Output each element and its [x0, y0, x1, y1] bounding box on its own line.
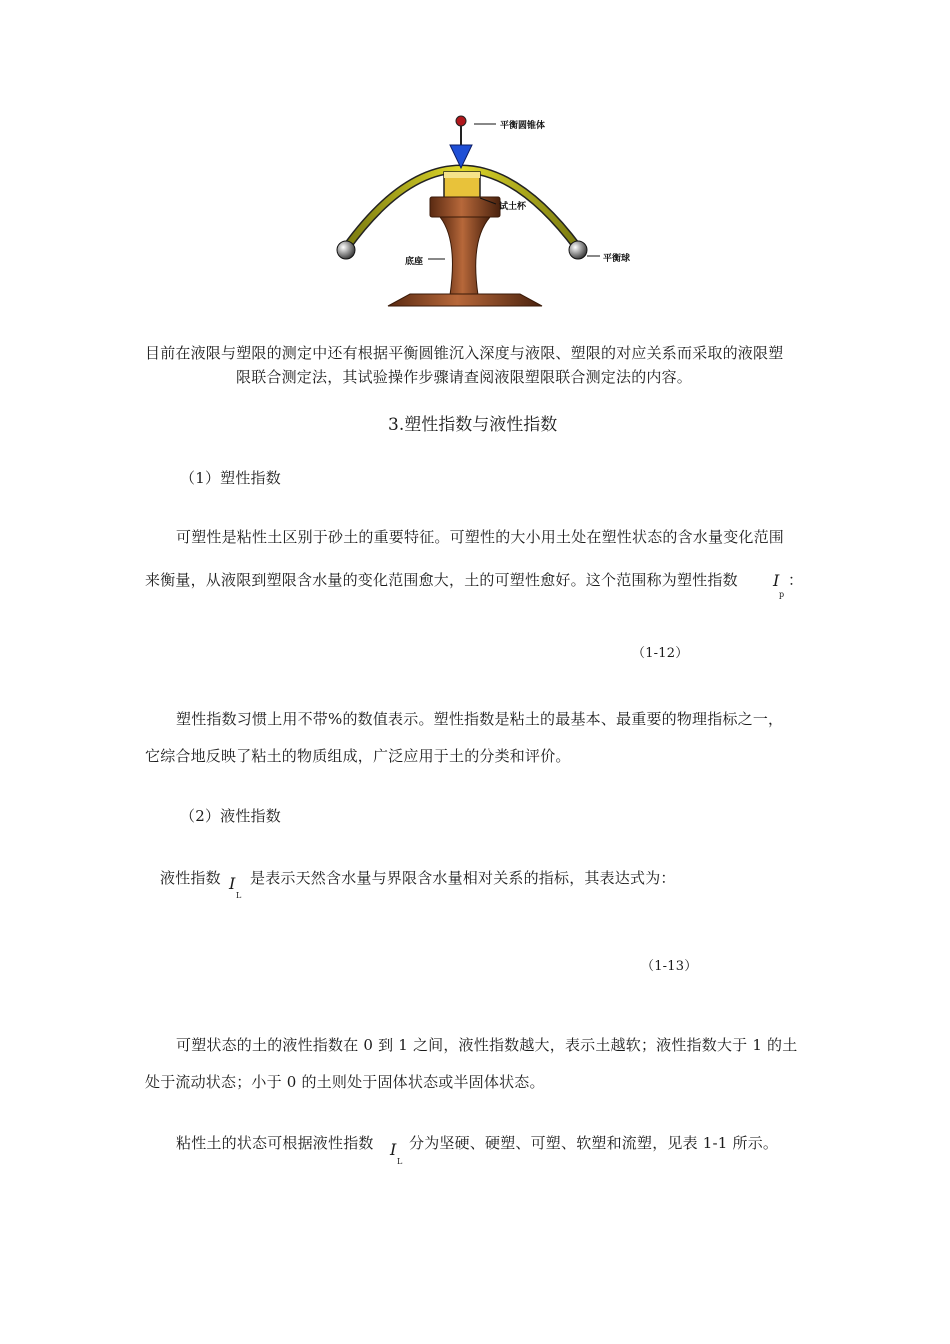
- sub1-heading: （1）塑性指数: [180, 469, 281, 487]
- sub2-heading: （2）液性指数: [180, 807, 281, 825]
- sub1-p2-line1: 塑性指数习惯上用不带%的数值表示。塑性指数是粘土的最基本、最重要的物理指标之一，: [176, 710, 784, 728]
- intro-line-1: 目前在液限与塑限的测定中还有根据平衡圆锥沉入深度与液限、塑限的对应关系而采取的液限塑: [145, 344, 784, 362]
- sub2-p3-prefix: 粘性土的状态可根据液性指数: [176, 1134, 374, 1152]
- balance-cone: [450, 145, 472, 168]
- sub2-p3-suffix: 分为坚硬、硬塑、可塑、软塑和流塑，见表 1-1 所示。: [409, 1134, 779, 1152]
- ball-label: 平衡球: [603, 254, 631, 264]
- symbol-il: I: [229, 874, 236, 893]
- symbol-il-2-sub: L: [397, 1157, 403, 1166]
- symbol-ip-sub: p: [779, 590, 785, 599]
- symbol-ip: I: [773, 571, 780, 590]
- base-label: 底座: [405, 257, 424, 267]
- eq-number-1-13: （1-13）: [641, 959, 698, 974]
- sub2-p1-prefix: 液性指数: [160, 869, 221, 887]
- sub2-p2-line2: 处于流动状态；小于 0 的土则处于固体状态或半固体状态。: [145, 1073, 545, 1091]
- sub2-p2-line1: 可塑状态的土的液性指数在 0 到 1 之间，液性指数越大，表示土越软；液性指数大于 1 的土: [176, 1036, 798, 1054]
- ip-colon: ：: [788, 571, 804, 589]
- intro-line-2: 限联合测定法，其试验操作步骤请查阅液限塑限联合测定法的内容。: [236, 368, 693, 386]
- cup-label: 试土杯: [499, 202, 527, 212]
- section-title: 3.塑性指数与液性指数: [388, 415, 558, 435]
- sub1-p1-line1: 可塑性是粘性土区别于砂土的重要特征。可塑性的大小用土处在塑性状态的含水量变化范围: [176, 528, 785, 546]
- cone-handle: [456, 116, 466, 126]
- symbol-il-sub: L: [236, 891, 242, 900]
- balance-ball-right: [569, 241, 587, 259]
- balance-ball-left: [337, 241, 355, 259]
- eq-number-1-12: （1-12）: [632, 646, 689, 661]
- sub1-p1-line2: 来衡量，从液限到塑限含水量的变化范围愈大，土的可塑性愈好。这个范围称为塑性指数: [145, 571, 738, 589]
- cone-label: 平衡圆锥体: [500, 121, 546, 131]
- balance-cone-figure: [300, 100, 660, 315]
- sub2-p1-suffix: 是表示天然含水量与界限含水量相对关系的指标，其表达式为：: [250, 869, 676, 887]
- symbol-il-2: I: [390, 1140, 397, 1159]
- sub1-p2-line2: 它综合地反映了粘土的物质组成，广泛应用于土的分类和评价。: [145, 747, 571, 765]
- apparatus-base: [440, 217, 490, 295]
